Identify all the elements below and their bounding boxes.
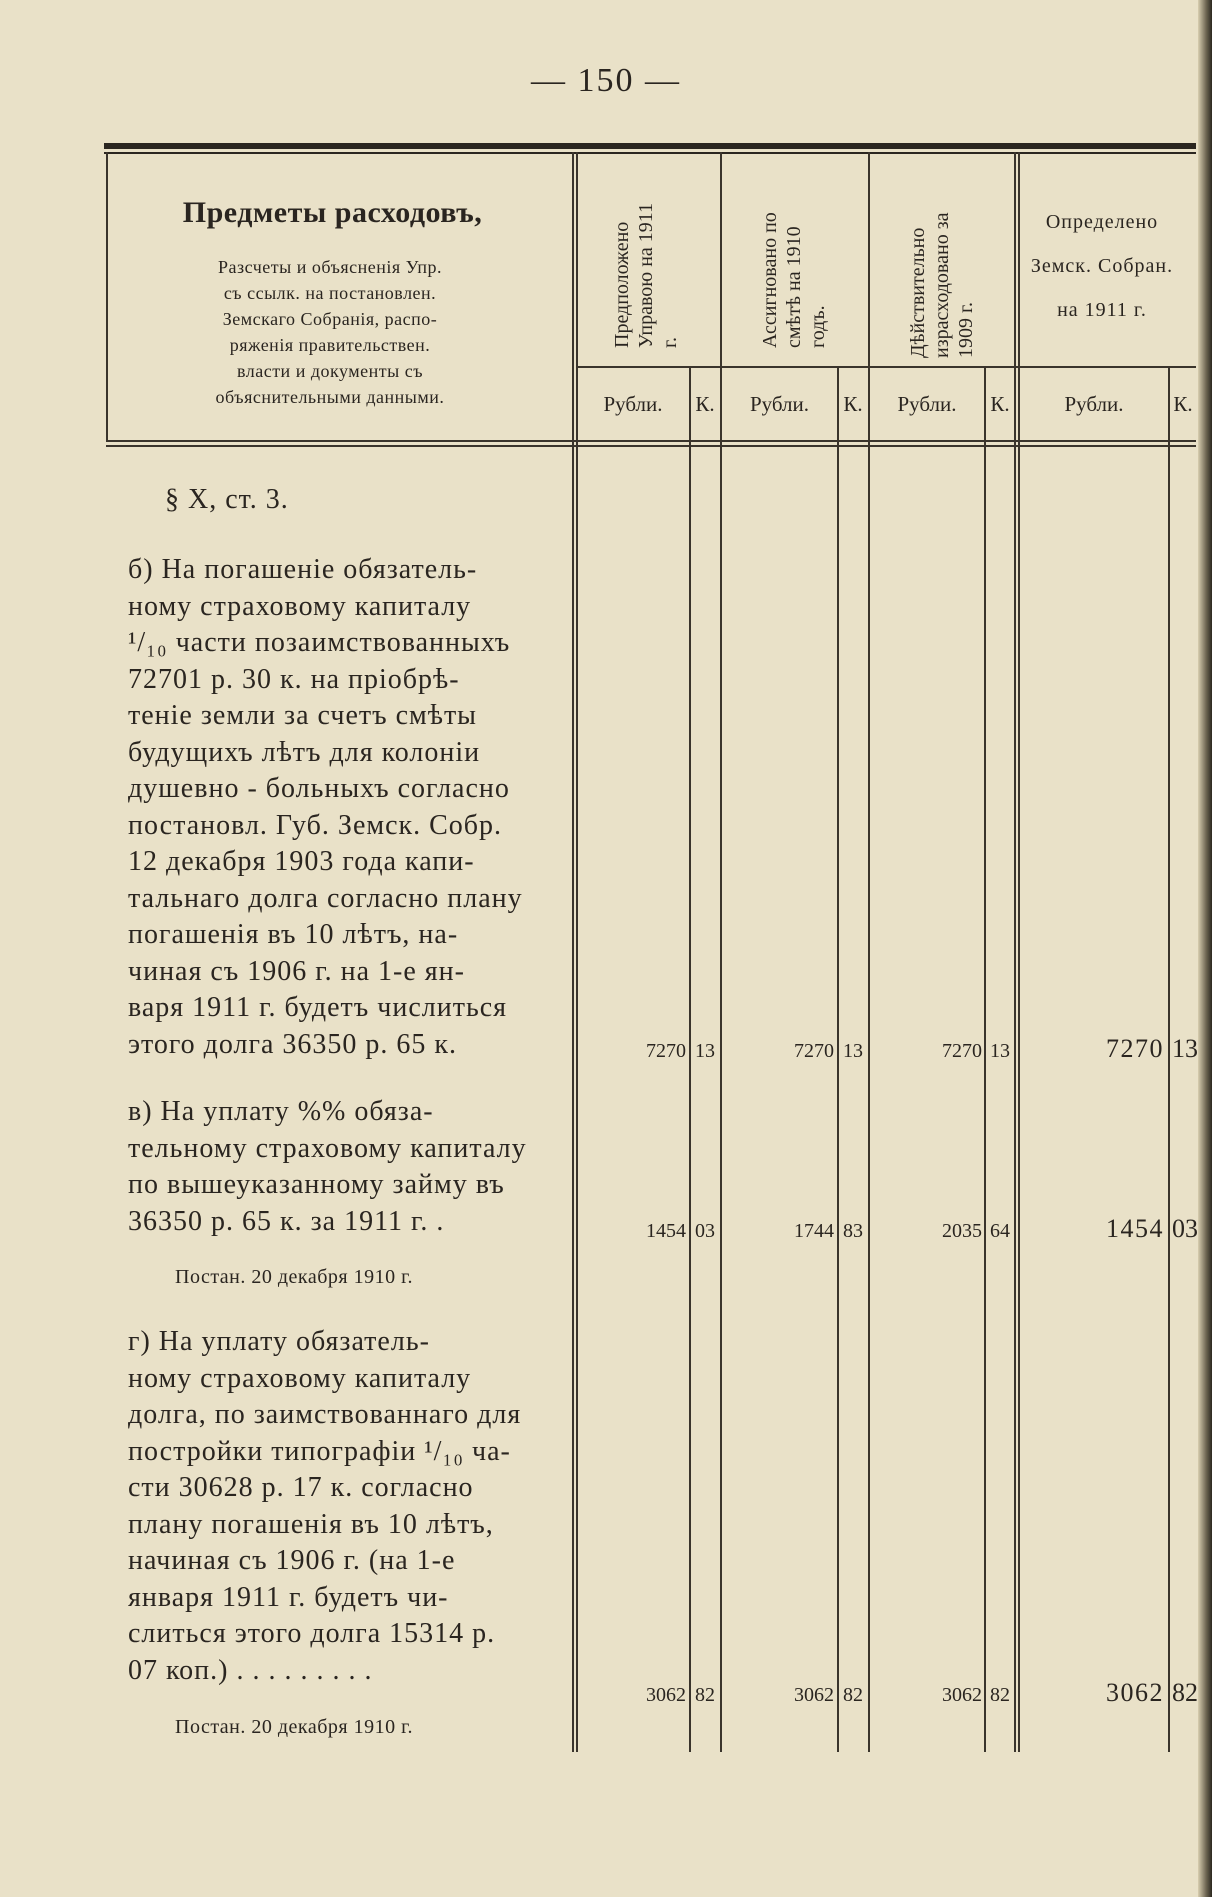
col-divider-1 [572, 152, 574, 1752]
subtitle-line: Земскаго Собранія, распо- [222, 309, 438, 329]
subtitle-line: власти и документы съ [236, 361, 424, 381]
text-line: ному страховому капиталу [128, 1362, 472, 1394]
value-kopecks: 13 [843, 1040, 863, 1062]
unit-rubles: Рубли. [1064, 392, 1124, 416]
value-rubles: 1454 [646, 1220, 686, 1242]
value-kopecks: 82 [695, 1684, 715, 1706]
unit-kopecks: К. [843, 392, 863, 416]
text-line: постановл. Губ. Земск. Собр. [128, 809, 503, 841]
column-header-proposed: Предположено Управою на 1911 г. [611, 202, 681, 348]
page-edge-shadow [1198, 0, 1212, 1897]
header-bottom-rule-b [106, 445, 1196, 447]
text-line: начиная съ 1906 г. (на 1-е [128, 1545, 456, 1576]
text-line: варя 1911 г. будетъ числиться [128, 992, 508, 1023]
value-rubles-approved: 7270 [1106, 1034, 1164, 1063]
value-kopecks: 83 [843, 1220, 863, 1242]
text-line: тельному страховому капиталу [128, 1132, 527, 1164]
text-line: ному страховому капиталу [128, 590, 472, 622]
text-line: г) На уплату обязатель- [128, 1326, 430, 1357]
column-header-approved [1022, 200, 1182, 332]
text-line: теніе земли за счетъ смѣты [128, 700, 477, 731]
column-title: Предметы расходовъ, [182, 196, 483, 229]
text-line: плану погашенія въ 10 лѣтъ, [128, 1508, 494, 1540]
page-number: — 150 — [531, 62, 681, 99]
text-line: слиться этого долга 15314 р. [128, 1618, 496, 1649]
subtitle-line: объяснительными данными. [215, 387, 445, 407]
text-line: 07 коп.) . . . . . . . . . [128, 1654, 373, 1686]
item-b-text [128, 552, 558, 1063]
text-line: сти 30628 р. 17 к. согласно [128, 1472, 474, 1503]
column-header-assigned: Ассигновано по смѣтѣ на 1910 годъ. [759, 212, 829, 348]
value-kopecks: 03 [695, 1220, 715, 1242]
value-kopecks: 13 [990, 1040, 1010, 1062]
text-line: 72701 р. 30 к. на пріобрѣ- [128, 663, 460, 695]
text-line: погашенія въ 10 лѣтъ, на- [128, 919, 459, 950]
value-kopecks: 13 [695, 1040, 715, 1062]
value-kopecks-approved: 03 [1172, 1214, 1198, 1243]
unit-rubles: Рубли. [749, 392, 810, 416]
unit-rubles: Рубли. [603, 392, 663, 416]
text-line: б) На погашеніе обязатель- [128, 554, 478, 585]
text-line: в) На уплату %% обяза- [128, 1096, 434, 1127]
header-rule-thin [104, 152, 1196, 154]
value-rubles: 3062 [794, 1684, 834, 1706]
text-line: 36350 р. 65 к. за 1911 г. . [128, 1205, 445, 1237]
value-rubles: 3062 [646, 1684, 686, 1706]
text-line: 12 декабря 1903 года капи- [128, 846, 475, 877]
text-line: постройки типографіи ¹/₁₀ ча- [128, 1435, 511, 1467]
kop-divider-4 [1168, 368, 1170, 1752]
value-kopecks-approved: 82 [1172, 1678, 1198, 1707]
unit-rubles: Рубли. [897, 392, 957, 416]
unit-kopecks: К. [1173, 392, 1193, 416]
value-rubles: 7270 [646, 1040, 686, 1062]
text-line: января 1911 г. будетъ чи- [128, 1581, 449, 1613]
header-bottom-rule [106, 440, 1196, 442]
value-kopecks: 82 [990, 1684, 1010, 1706]
table-border-left [106, 152, 108, 442]
text-line: по вышеуказанному займу въ [128, 1169, 505, 1200]
resolution-note: Постан. 20 декабря 1910 г. [175, 1716, 414, 1738]
value-kopecks: 82 [843, 1684, 863, 1706]
value-rubles-approved: 1454 [1106, 1214, 1164, 1243]
subtitle-line: съ ссылк. на постановлен. [223, 283, 437, 303]
header-rule [104, 143, 1196, 149]
approved-line: Земск. Собран. [1030, 255, 1174, 277]
unit-kopecks: К. [990, 392, 1010, 416]
text-line: душевно - больныхъ согласно [128, 773, 510, 804]
resolution-note: Постан. 20 декабря 1910 г. [175, 1266, 414, 1288]
units-row-rule [576, 366, 1196, 368]
value-rubles: 2035 [942, 1220, 982, 1242]
value-rubles: 3062 [942, 1684, 982, 1706]
value-kopecks: 64 [990, 1220, 1010, 1242]
value-rubles: 7270 [794, 1040, 834, 1062]
text-line: этого долга 36350 р. 65 к. [128, 1028, 458, 1060]
column-subtitle [160, 254, 500, 410]
subtitle-line: Разсчеты и объясненія Упр. [218, 257, 442, 277]
text-line: долга, по заимствованнаго для [128, 1399, 522, 1430]
unit-kopecks: К. [695, 392, 715, 416]
value-rubles: 1744 [794, 1220, 834, 1242]
value-rubles-approved: 3062 [1106, 1678, 1164, 1707]
column-header-spent: Дѣйствительно израсходовано за 1909 г. [907, 212, 977, 358]
approved-line: на 1911 г. [1057, 299, 1147, 321]
item-d-text [128, 1324, 558, 1689]
section-heading: § X, ст. 3. [165, 484, 289, 515]
item-c-text [128, 1094, 558, 1240]
text-line: чиная съ 1906 г. на 1-е ян- [128, 955, 465, 987]
subtitle-line: ряженія правительствен. [229, 335, 431, 355]
value-kopecks-approved: 13 [1172, 1034, 1198, 1063]
text-line: ¹/₁₀ части позаимствованныхъ [128, 627, 511, 658]
text-line: будущихъ лѣтъ для колоніи [128, 736, 481, 768]
value-rubles: 7270 [942, 1040, 982, 1062]
text-line: тальнаго долга согласно плану [128, 882, 523, 914]
approved-line: Определено [1045, 211, 1159, 233]
